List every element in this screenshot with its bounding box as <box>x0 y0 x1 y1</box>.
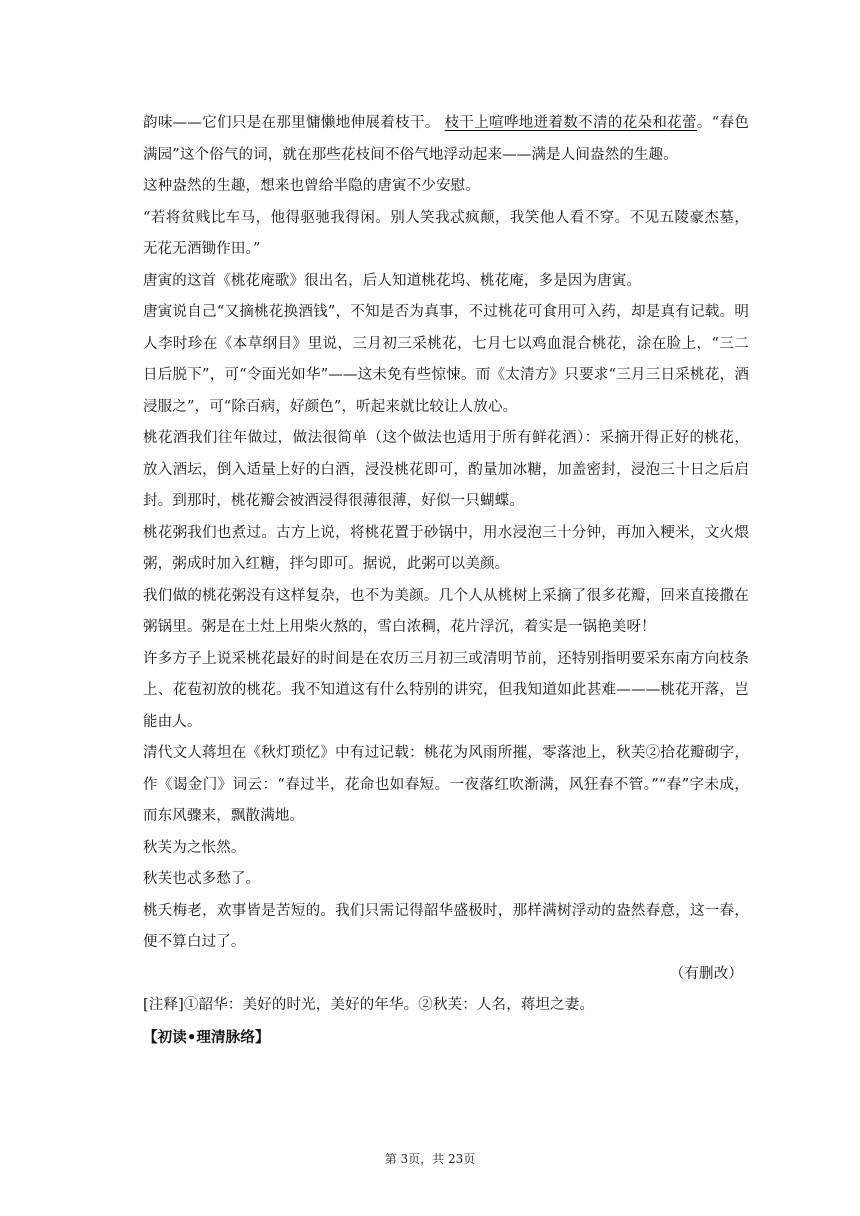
paragraph-peach-wine: 桃花酒我们往年做过，做法很简单（这个做法也适用于所有鲜花酒）：采摘开得正好的桃花，放入酒坛，倒入适量上好的白酒，浸没桃花即可，酌量加冰糖，加盖密封，浸泡三十日之后启封。到那时，桃花瓣会被酒浸得很薄很薄，好似一只蝴蝶。 <box>143 430 749 509</box>
paragraph-11: 秋芙为之怅然。 <box>143 839 246 856</box>
page-footer: 第 3页，共 23页 <box>384 1152 476 1166</box>
article-body <box>143 108 749 1053</box>
section-heading: 【初读•理清脉络】 <box>143 1028 270 1046</box>
paragraph-1 <box>143 108 749 171</box>
paragraph-5: 唐寅说自己“又摘桃花换酒钱”，不知是否为真事，不过桃花可食用可入药，却是真有记载。明人李时珍在《本草纲目》里说，三月初三采桃花，七月七以鸡血混合桃花，涂在脸上，“三二日后脱下”，可“令面光如华”——这未免有些惊悚。而《太清方》只要求“三月三日采桃花，酒浸服之”，可“除百病，好颜色”，听起来就比较让人放心。 <box>143 304 749 415</box>
annotation: [注释]①韶华：美好的时光，美好的年华。②秋芙：人名，蒋坦之妻。 <box>143 997 595 1013</box>
source-note: （有删改） <box>669 965 743 982</box>
paragraph-4: 唐寅的这首《桃花庵歌》很出名，后人知道桃花坞、桃花庵，多是因为唐寅。 <box>143 272 642 289</box>
paragraph-10: 清代文人蒋坦在《秋灯琐忆》中有过记载：桃花为风雨所摧，零落池上，秋芙②拾花瓣砌字，作《谒金门》词云：“春过半，花命也如春短。一夜落红吹渐满，风狂春不管。”“春”字未成，而东风骤来，飘散满地。 <box>143 745 749 824</box>
paragraph-poem: “若将贫贱比车马，他得驱驰我得闲。别人笑我忒疯颠，我笑他人看不穿。不见五陵豪杰墓，无花无酒锄作田。” <box>143 209 749 257</box>
paragraph-13: 桃夭梅老，欢事皆是苦短的。我们只需记得韶华盛极时，那样满树浮动的盎然春意，这一春，便不算白过了。 <box>143 902 749 950</box>
paragraph-8: 我们做的桃花粥没有这样复杂，也不为美颜。几个人从桃树上采摘了很多花瓣，回来直接撒在粥锅里。粥是在土灶上用柴火熬的，雪白浓稠，花片浮沉，着实是一锅艳美呀！ <box>143 587 749 635</box>
paragraph-2: 这种盎然的生趣，想来也曾给半隐的唐寅不少安慰。 <box>143 178 480 194</box>
paragraph-text: 韵味——它们只是在那里慵懒地伸展着枝干。 <box>143 115 445 131</box>
paragraph-12: 秋芙也忒多愁了。 <box>143 871 261 887</box>
underlined-sentence: 枝干上喧哗地迸着数不清的花朵和花蕾 <box>444 115 697 131</box>
paragraph-9: 许多方子上说采桃花最好的时间是在农历三月初三或清明节前，还特别指明要采东南方向枝条上、花苞初放的桃花。我不知道这有什么特别的讲究，但我知道如此甚难———桃花开落，岂能由人。 <box>143 650 749 730</box>
paragraph-text: 。“春色满园”这个俗气的词，就在那些花枝间不俗气地浮动起来——满是人间盎然的生趣。 <box>143 115 749 163</box>
paragraph-peach-porridge: 桃花粥我们也煮过。古方上说，将桃花置于砂锅中，用水浸泡三十分钟，再加入粳米，文火煨粥，粥成时加入红糖，拌匀即可。据说，此粥可以美颜。 <box>143 524 749 572</box>
